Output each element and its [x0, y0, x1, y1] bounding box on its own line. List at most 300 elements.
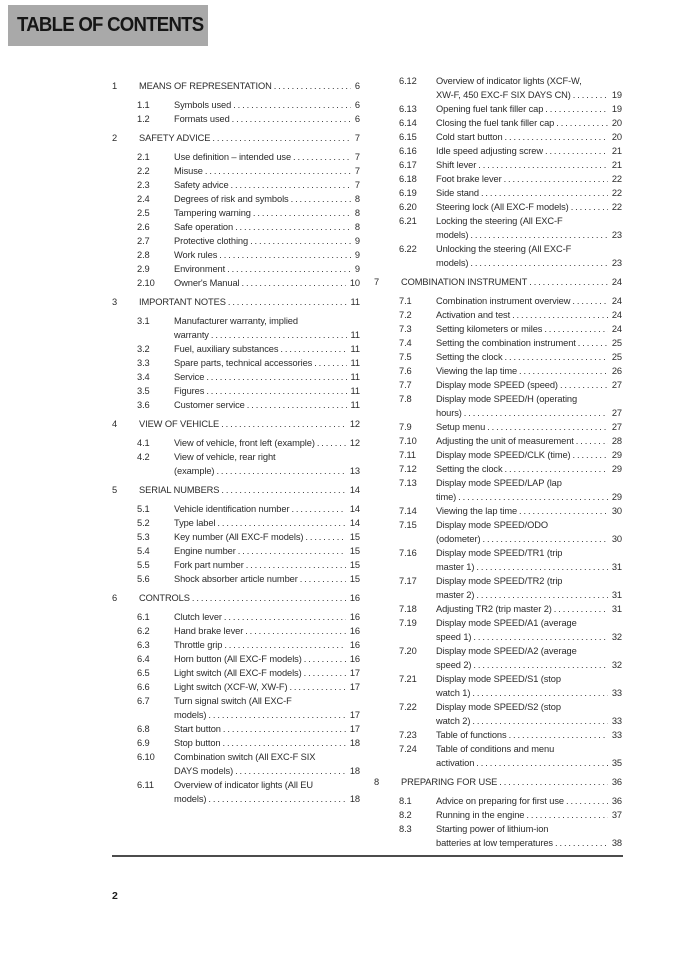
dot-leader [253, 206, 351, 220]
toc-entry-page: 27 [611, 422, 622, 432]
toc-entry-page: 11 [350, 358, 360, 368]
dot-leader [478, 158, 608, 172]
toc-entry [112, 450, 360, 478]
dot-leader [238, 544, 346, 558]
toc-entry-page: 17 [349, 668, 360, 678]
toc-entry [112, 778, 360, 806]
toc-entry-title [436, 476, 622, 504]
toc-entry-title [436, 518, 622, 546]
toc-entry [112, 131, 360, 145]
toc-entry-page: 16 [349, 612, 360, 622]
toc-entry-title-line [436, 658, 622, 672]
toc-entry-title-text: Foot brake lever [436, 174, 502, 184]
toc-entry-title-line [174, 436, 360, 450]
toc-entry [112, 680, 360, 694]
toc-entry [374, 728, 622, 742]
toc-entry [112, 398, 360, 412]
toc-entry-title [436, 546, 622, 574]
toc-entry [374, 420, 622, 434]
toc-entry-title-line [436, 504, 622, 518]
toc-entry-number: 7.3 [399, 324, 412, 334]
toc-entry-title-text: Key number (All EXC-F models) [174, 532, 304, 542]
toc-entry-title [174, 436, 360, 450]
toc-entry-number: 2.1 [137, 152, 150, 162]
toc-entry-page: 15 [349, 546, 360, 556]
toc-entry-title-line [436, 686, 622, 700]
toc-entry-title-text: master 1) [436, 562, 475, 572]
toc-entry [112, 98, 360, 112]
toc-entry-title-text: SERIAL NUMBERS [139, 485, 220, 495]
toc-entry [374, 336, 622, 350]
toc-entry-number: 6.14 [399, 118, 417, 128]
toc-entry-title-text: Work rules [174, 250, 218, 260]
toc-entry-title-text: Display mode SPEED/CLK (time) [436, 450, 571, 460]
toc-entry [112, 356, 360, 370]
toc-entry-title-line [436, 228, 622, 242]
toc-entry-title-text: Table of functions [436, 730, 507, 740]
toc-entry-title [436, 172, 622, 186]
toc-entry-number: 7.2 [399, 310, 412, 320]
dot-leader [192, 591, 346, 605]
toc-entry-title [174, 234, 360, 248]
dot-leader [317, 436, 346, 450]
toc-entry-title-line: Overview of indicator lights (XCF-W, [436, 76, 582, 86]
toc-entry-title [174, 530, 360, 544]
toc-entry-title-line [401, 275, 622, 289]
toc-entry-title [174, 516, 360, 530]
toc-entry-title-text: Running in the engine [436, 810, 525, 820]
toc-entry [374, 822, 622, 850]
toc-entry-page: 28 [611, 436, 622, 446]
toc-entry-title [174, 680, 360, 694]
toc-entry-title [436, 808, 622, 822]
toc-entry-title [436, 742, 622, 770]
toc-entry-title-line [174, 610, 360, 624]
toc-entry [374, 294, 622, 308]
toc-entry [374, 200, 622, 214]
toc-entry [112, 79, 360, 93]
toc-entry-page: 11 [350, 344, 360, 354]
toc-entry-number: 1.2 [137, 114, 150, 124]
toc-entry [112, 694, 360, 722]
toc-entry-number: 6.19 [399, 188, 417, 198]
toc-entry-title-text: models) [174, 794, 207, 804]
toc-entry [374, 546, 622, 574]
toc-entry-title [174, 750, 360, 778]
toc-entry-number: 7.6 [399, 366, 412, 376]
toc-entry-title-text: Environment [174, 264, 226, 274]
toc-entry-title-text: Light switch (XCF-W, XW-F) [174, 682, 288, 692]
toc-entry-page: 15 [349, 560, 360, 570]
toc-entry-title-line: Locking the steering (All EXC-F [436, 216, 563, 226]
dot-leader [578, 336, 608, 350]
toc-entry-title [436, 378, 622, 392]
toc-entry-title [174, 150, 360, 164]
dot-leader [529, 275, 608, 289]
toc-entry [374, 392, 622, 420]
toc-entry-title-line [436, 836, 622, 850]
toc-entry-title-line [436, 186, 622, 200]
toc-entry-title [401, 275, 622, 289]
toc-entry-number: 2.8 [137, 250, 150, 260]
toc-entry-title [436, 672, 622, 700]
toc-entry [112, 220, 360, 234]
dot-leader [573, 448, 608, 462]
dot-leader [554, 602, 608, 616]
toc-entry-title [436, 158, 622, 172]
toc-entry-page: 12 [349, 419, 360, 429]
toc-entry-page: 9 [354, 264, 360, 274]
toc-entry [374, 504, 622, 518]
toc-entry-title-line [436, 588, 622, 602]
page-number: 2 [112, 890, 118, 902]
toc-entry-title-line [139, 131, 360, 145]
dot-leader [206, 384, 346, 398]
toc-entry-title-line [174, 234, 360, 248]
toc-entry-title-text: Tampering warning [174, 208, 251, 218]
toc-entry-title-line [174, 736, 360, 750]
toc-entry-number: 7.22 [399, 702, 417, 712]
toc-entry-page: 19 [611, 90, 622, 100]
toc-entry-page: 26 [611, 366, 622, 376]
toc-entry-title-line [174, 624, 360, 638]
dot-leader [221, 417, 346, 431]
toc-entry-page: 33 [611, 716, 622, 726]
toc-entry-title-text: Light switch (All EXC-F models) [174, 668, 302, 678]
toc-entry-title [436, 728, 622, 742]
toc-entry [374, 742, 622, 770]
toc-entry-page: 15 [349, 532, 360, 542]
dot-leader [545, 144, 608, 158]
toc-entry-title-line: Table of conditions and menu [436, 744, 555, 754]
toc-entry-page: 27 [611, 380, 622, 390]
toc-entry-title [436, 644, 622, 672]
toc-entry [374, 808, 622, 822]
toc-entry-page: 18 [349, 766, 360, 776]
toc-entry-number: 6.13 [399, 104, 417, 114]
toc-entry-title [174, 262, 360, 276]
toc-entry-number: 6.20 [399, 202, 417, 212]
toc-entry-page: 22 [611, 174, 622, 184]
toc-entry-title-text: MEANS OF REPRESENTATION [139, 81, 272, 91]
toc-entry [374, 434, 622, 448]
dot-leader [208, 708, 345, 722]
toc-entry-page: 19 [611, 104, 622, 114]
dot-leader [304, 652, 346, 666]
dot-leader [476, 756, 608, 770]
toc-entry-title-text: activation [436, 758, 475, 768]
toc-entry-number: 2.10 [137, 278, 155, 288]
toc-entry-page: 30 [611, 534, 622, 544]
toc-entry-page: 36 [611, 777, 622, 787]
toc-entry-title-line [401, 775, 622, 789]
toc-entry [112, 652, 360, 666]
toc-entry-title-text: XW-F, 450 EXC-F SIX DAYS CN) [436, 90, 571, 100]
toc-entry [374, 158, 622, 172]
toc-entry-title-text: Spare parts, technical accessories [174, 358, 313, 368]
toc-entry [374, 672, 622, 700]
toc-entry-title-line: Display mode SPEED/A1 (average [436, 618, 577, 628]
toc-entry-number: 4.2 [137, 452, 150, 462]
toc-entry-title-text: Activation and test [436, 310, 511, 320]
toc-entry-title-line [436, 756, 622, 770]
toc-entry-title [436, 392, 622, 420]
toc-entry-title [436, 574, 622, 602]
dot-leader [504, 172, 608, 186]
toc-entry [112, 248, 360, 262]
dot-leader [573, 88, 608, 102]
toc-entry-title-line [174, 516, 360, 530]
dot-leader [305, 530, 345, 544]
toc-entry-title [174, 342, 360, 356]
toc-entry-title-line [174, 150, 360, 164]
dot-leader [247, 398, 347, 412]
toc-entry-page: 16 [349, 654, 360, 664]
toc-entry-title-line [436, 144, 622, 158]
toc-entry-title-text: Adjusting the unit of measurement [436, 436, 574, 446]
toc-entry [112, 342, 360, 356]
toc-entry [374, 644, 622, 672]
toc-entry-title-line [174, 502, 360, 516]
toc-entry-number: 4 [112, 419, 118, 429]
toc-entry [112, 206, 360, 220]
toc-entry-title-text: PREPARING FOR USE [401, 777, 498, 787]
toc-entry-title-line [139, 79, 360, 93]
toc-entry-page: 8 [354, 194, 360, 204]
toc-entry [374, 308, 622, 322]
toc-entry-title-text: Setting the clock [436, 464, 503, 474]
dot-leader [289, 680, 345, 694]
toc-entry [112, 666, 360, 680]
dot-leader [509, 728, 608, 742]
toc-entry-number: 5.1 [137, 504, 150, 514]
toc-entry-title-line [436, 448, 622, 462]
dot-leader [206, 370, 346, 384]
toc-entry-title [174, 544, 360, 558]
toc-entry-page: 22 [611, 188, 622, 198]
dot-leader [476, 560, 607, 574]
toc-entry-title [174, 164, 360, 178]
dot-leader [280, 342, 346, 356]
toc-entry-number: 2.9 [137, 264, 150, 274]
toc-entry [374, 172, 622, 186]
toc-entry-number: 8.3 [399, 824, 412, 834]
toc-entry-number: 6.9 [137, 738, 150, 748]
toc-entry-title [174, 276, 360, 290]
toc-entry-number: 5 [112, 485, 118, 495]
toc-entry [112, 483, 360, 497]
toc-entry-title-line [436, 158, 622, 172]
toc-entry-number: 7.18 [399, 604, 417, 614]
toc-entry-title-line [174, 764, 360, 778]
toc-entry-number: 5.2 [137, 518, 150, 528]
toc-entry [112, 370, 360, 384]
toc-entry-title-text: Fork part number [174, 560, 244, 570]
toc-entry [374, 214, 622, 242]
toc-entry-title [436, 794, 622, 808]
toc-entry-title-text: Safety advice [174, 180, 229, 190]
toc-entry-number: 7.13 [399, 478, 417, 488]
toc-entry-title [174, 722, 360, 736]
toc-entry-title-line [174, 206, 360, 220]
toc-entry-number: 6 [112, 593, 118, 603]
toc-entry-number: 7.20 [399, 646, 417, 656]
toc-entry [374, 476, 622, 504]
toc-entry-title-text: watch 2) [436, 716, 471, 726]
toc-entry-number: 7.12 [399, 464, 417, 474]
toc-entry-title-text: Fuel, auxiliary substances [174, 344, 279, 354]
toc-entry-page: 8 [354, 208, 360, 218]
dot-leader [222, 736, 345, 750]
toc-entry-title [174, 384, 360, 398]
toc-entry-title-text: SAFETY ADVICE [139, 133, 211, 143]
toc-entry-title-line [174, 98, 360, 112]
toc-entry-title-line [436, 88, 622, 102]
toc-entry-title-text: COMBINATION INSTRUMENT [401, 277, 528, 287]
toc-entry-number: 3.1 [137, 316, 150, 326]
toc-entry-title-text: Setup menu [436, 422, 486, 432]
toc-entry-title-text: Setting the combination instrument [436, 338, 576, 348]
dot-leader [250, 234, 351, 248]
dot-leader [472, 686, 608, 700]
dot-leader [572, 294, 607, 308]
toc-entry-page: 31 [611, 590, 622, 600]
toc-entry-title-text: DAYS models) [174, 766, 234, 776]
toc-entry-title-text: Symbols used [174, 100, 232, 110]
toc-entry-title [174, 178, 360, 192]
toc-entry [374, 186, 622, 200]
dot-leader [571, 200, 608, 214]
dot-leader [499, 775, 608, 789]
toc-entry-number: 2 [112, 133, 118, 143]
dot-leader [241, 276, 345, 290]
toc-entry-page: 33 [611, 730, 622, 740]
toc-entry-number: 2.2 [137, 166, 150, 176]
toc-entry-title-line [174, 356, 360, 370]
toc-entry-page: 29 [611, 492, 622, 502]
toc-entry-title [436, 322, 622, 336]
dot-leader [519, 504, 608, 518]
toc-entry [374, 616, 622, 644]
toc-entry [112, 722, 360, 736]
toc-entry-title-line [436, 336, 622, 350]
toc-entry [112, 558, 360, 572]
toc-entry-title-text: Side stand [436, 188, 479, 198]
dot-leader [293, 150, 351, 164]
dot-leader [246, 558, 346, 572]
dot-leader [314, 356, 346, 370]
toc-entry-title-text: Combination instrument overview [436, 296, 571, 306]
toc-entry-page: 25 [611, 338, 622, 348]
toc-entry-number: 3 [112, 297, 118, 307]
toc-entry-number: 6.8 [137, 724, 150, 734]
dot-leader [545, 102, 608, 116]
dot-leader [544, 322, 608, 336]
dot-leader [560, 378, 608, 392]
toc-entry-title-text: speed 1) [436, 632, 472, 642]
toc-entry-page: 24 [611, 296, 622, 306]
toc-entry-title-line [174, 666, 360, 680]
toc-entry-title-line [174, 164, 360, 178]
toc-entry-number: 7.7 [399, 380, 412, 390]
toc-entry-title-line [436, 602, 622, 616]
toc-entry-title-text: Viewing the lap time [436, 366, 518, 376]
toc-entry-number: 6.4 [137, 654, 150, 664]
dot-leader [235, 220, 351, 234]
toc-entry-title-line [174, 384, 360, 398]
toc-entry-title-line: Display mode SPEED/ODO [436, 520, 548, 530]
toc-entry-number: 2.3 [137, 180, 150, 190]
toc-entry-number: 2.7 [137, 236, 150, 246]
toc-entry-title-line: Combination switch (All EXC-F SIX [174, 752, 316, 762]
toc-entry [112, 591, 360, 605]
toc-entry-number: 7.21 [399, 674, 417, 684]
toc-entry-title-line [436, 294, 622, 308]
toc-entry-title [174, 370, 360, 384]
toc-entry-page: 21 [611, 160, 622, 170]
toc-entry-title-line [174, 328, 360, 342]
toc-entry-number: 6.6 [137, 682, 150, 692]
toc-entry-number: 7.1 [399, 296, 412, 306]
toc-entry-title-line: View of vehicle, rear right [174, 452, 276, 462]
toc-entry-title-line [174, 112, 360, 126]
toc-entry-title [139, 417, 360, 431]
toc-entry-title-text: Service [174, 372, 205, 382]
toc-entry-title-text: Clutch lever [174, 612, 222, 622]
toc-entry-number: 5.4 [137, 546, 150, 556]
toc-entry [374, 322, 622, 336]
toc-entry [374, 775, 622, 789]
toc-entry-title [436, 616, 622, 644]
toc-entry-title-line [436, 434, 622, 448]
toc-entry [112, 502, 360, 516]
toc-entry [112, 417, 360, 431]
dot-leader [211, 328, 347, 342]
toc-entry-title-line [139, 295, 360, 309]
dot-leader [566, 794, 608, 808]
toc-entry-title-line [174, 530, 360, 544]
toc-entry [112, 164, 360, 178]
toc-entry-title [174, 666, 360, 680]
toc-entry-page: 24 [611, 324, 622, 334]
toc-entry-title-text: Misuse [174, 166, 203, 176]
toc-entry-title [174, 206, 360, 220]
toc-entry-page: 23 [611, 230, 622, 240]
toc-entry-title-text: Setting kilometers or miles [436, 324, 543, 334]
toc-entry-number: 6.18 [399, 174, 417, 184]
toc-entry-title-line [174, 192, 360, 206]
toc-entry-title [174, 450, 360, 478]
toc-entry-number: 6.12 [399, 76, 417, 86]
toc-entry-title-text: VIEW OF VEHICLE [139, 419, 220, 429]
dot-leader [208, 792, 345, 806]
dot-leader [476, 588, 607, 602]
toc-entry-title-text: (example) [174, 466, 215, 476]
toc-entry-page: 7 [354, 152, 360, 162]
toc-entry-page: 14 [349, 485, 360, 495]
toc-entry-number: 7.4 [399, 338, 412, 348]
toc-entry-number: 3.6 [137, 400, 150, 410]
toc-entry-title-line: Unlocking the steering (All EXC-F [436, 244, 572, 254]
toc-entry-page: 33 [611, 688, 622, 698]
toc-entry-title [436, 200, 622, 214]
toc-entry-title-line: Display mode SPEED/A2 (average [436, 646, 577, 656]
toc-entry-title-text: Steering lock (All EXC-F models) [436, 202, 569, 212]
toc-entry-number: 6.3 [137, 640, 150, 650]
toc-entry-page: 32 [611, 632, 622, 642]
toc-entry-title [436, 602, 622, 616]
toc-entry [374, 462, 622, 476]
